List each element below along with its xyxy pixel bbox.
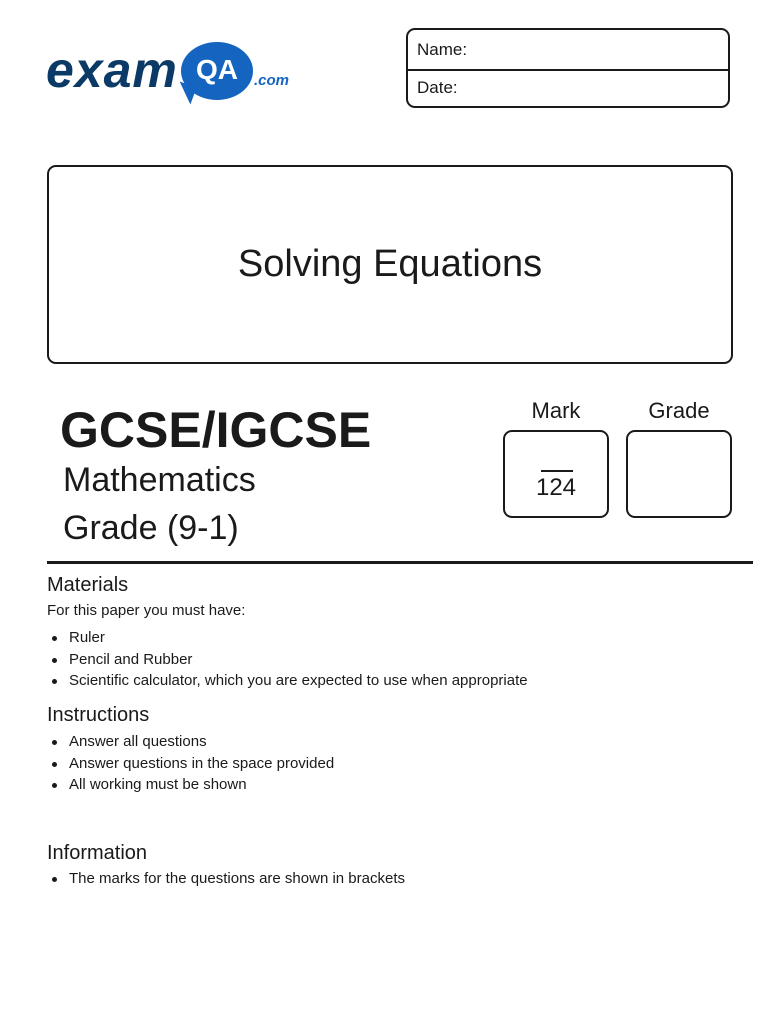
mark-box[interactable] xyxy=(503,430,609,518)
information-heading: Information xyxy=(47,842,148,864)
grade-label: Grade xyxy=(648,398,710,423)
materials-intro: For this paper you must have: xyxy=(47,602,246,619)
exam-level: GCSE/IGCSE xyxy=(60,402,372,458)
logo-word: exam xyxy=(46,42,178,98)
grade-box[interactable] xyxy=(626,430,732,518)
mark-label: Mark xyxy=(531,398,581,423)
materials-heading: Materials xyxy=(47,574,129,596)
list-item: Pencil and Rubber xyxy=(47,649,528,671)
name-date-divider xyxy=(408,69,728,71)
name-label: Name: xyxy=(417,40,468,59)
list-item: The marks for the questions are shown in brackets xyxy=(47,868,405,890)
subject: Mathematics xyxy=(63,461,256,499)
list-item: Answer all questions xyxy=(47,731,334,753)
list-item: All working must be shown xyxy=(47,774,334,796)
logo-suffix: .com xyxy=(254,72,290,89)
information-list xyxy=(47,868,405,890)
section-divider xyxy=(47,561,753,564)
logo-badge: QA xyxy=(196,54,238,85)
instructions-heading: Instructions xyxy=(47,704,150,726)
title-box xyxy=(47,165,733,364)
name-date-box[interactable] xyxy=(406,28,730,108)
mark-total: 124 xyxy=(535,474,577,501)
grade-range: Grade (9-1) xyxy=(63,509,239,547)
date-label: Date: xyxy=(417,78,458,97)
page-title: Solving Equations xyxy=(237,243,543,285)
list-item: Scientific calculator, which you are expected to use when appropriate xyxy=(47,670,528,692)
list-item: Ruler xyxy=(47,627,528,649)
examqa-logo xyxy=(46,40,296,104)
list-item: Answer questions in the space provided xyxy=(47,753,334,775)
instructions-list xyxy=(47,731,334,796)
materials-list xyxy=(47,627,528,692)
mark-fraction-line xyxy=(541,470,573,472)
